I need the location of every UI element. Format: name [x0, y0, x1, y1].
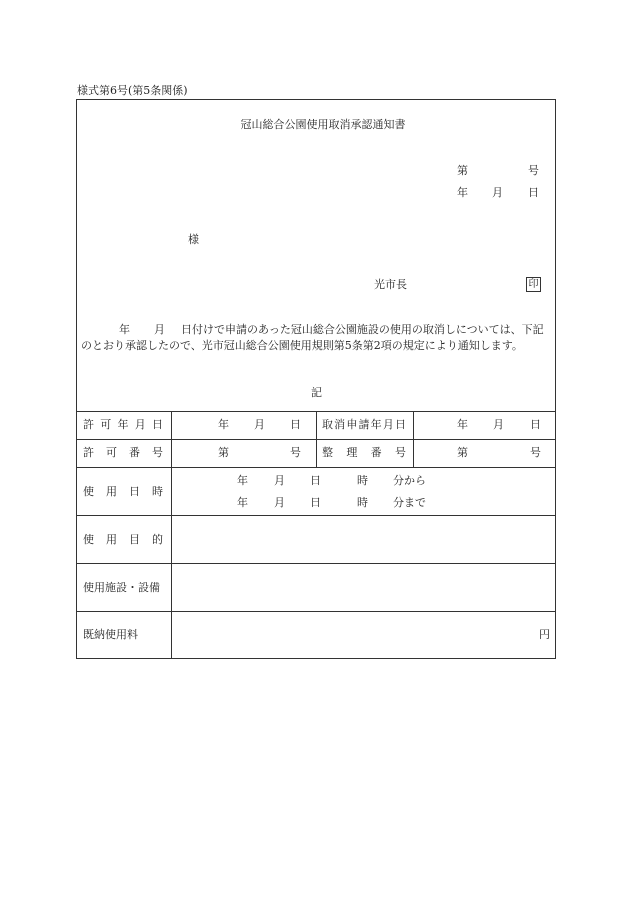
start-minute: 分から — [393, 474, 426, 487]
body-month: 月 — [154, 323, 165, 336]
start-hour: 時 — [357, 474, 368, 487]
label-permit-date: 許可年月日 — [83, 418, 163, 431]
fee-unit: 円 — [539, 628, 550, 641]
ref-number-suffix: 号 — [528, 164, 539, 177]
table-line-4 — [76, 515, 556, 516]
table-mid-divider — [316, 411, 317, 467]
start-month: 月 — [274, 474, 285, 487]
issuer: 光市長 — [374, 278, 407, 291]
label-paid-usage-fee: 既納使用料 — [83, 628, 138, 641]
date-month: 月 — [492, 186, 503, 199]
addressee-suffix: 様 — [188, 233, 199, 246]
table-line-3 — [76, 467, 556, 468]
ref-number-prefix: 第 — [457, 164, 468, 177]
start-year: 年 — [237, 474, 248, 487]
table-mid-divider-2 — [413, 411, 414, 467]
document-title: 冠山総合公園使用取消承認通知書 — [240, 118, 406, 131]
end-month: 月 — [274, 496, 285, 509]
label-permit-number: 許可番号 — [83, 446, 163, 459]
document-frame — [76, 99, 556, 659]
cancel-day: 日 — [530, 418, 541, 431]
label-usage-purpose: 使用目的 — [83, 533, 163, 546]
permit-number-prefix: 第 — [218, 446, 229, 459]
body-year: 年 — [119, 323, 130, 336]
date-year: 年 — [457, 186, 468, 199]
start-day: 日 — [310, 474, 321, 487]
end-day: 日 — [310, 496, 321, 509]
label-facilities-equipment: 使用施設・設備 — [83, 581, 160, 594]
cancel-year: 年 — [457, 418, 468, 431]
reference-number-suffix: 号 — [530, 446, 541, 459]
reference-number-prefix: 第 — [457, 446, 468, 459]
label-usage-datetime: 使用日時 — [83, 485, 163, 498]
table-label-divider — [171, 411, 172, 659]
table-line-6 — [76, 611, 556, 612]
end-year: 年 — [237, 496, 248, 509]
end-minute: 分まで — [393, 496, 426, 509]
body-paragraph — [81, 322, 551, 354]
label-reference-number: 整理番号 — [322, 446, 406, 459]
seal-mark: 印 — [526, 277, 541, 292]
table-line-5 — [76, 563, 556, 564]
end-hour: 時 — [357, 496, 368, 509]
form-number: 様式第6号(第5条関係) — [77, 84, 188, 97]
body-text: 日付けで申請のあった冠山総合公園施設の使用の取消しについては、下記のとおり承認したので、光市冠山総合公園使用規則第5条第2項の規定により通知します。 — [81, 323, 544, 352]
ki-heading: 記 — [311, 386, 322, 399]
label-cancel-request-date: 取消申請年月日 — [322, 418, 406, 431]
permit-month: 月 — [254, 418, 265, 431]
permit-year: 年 — [218, 418, 229, 431]
permit-number-suffix: 号 — [290, 446, 301, 459]
date-day: 日 — [528, 186, 539, 199]
permit-day: 日 — [290, 418, 301, 431]
cancel-month: 月 — [493, 418, 504, 431]
